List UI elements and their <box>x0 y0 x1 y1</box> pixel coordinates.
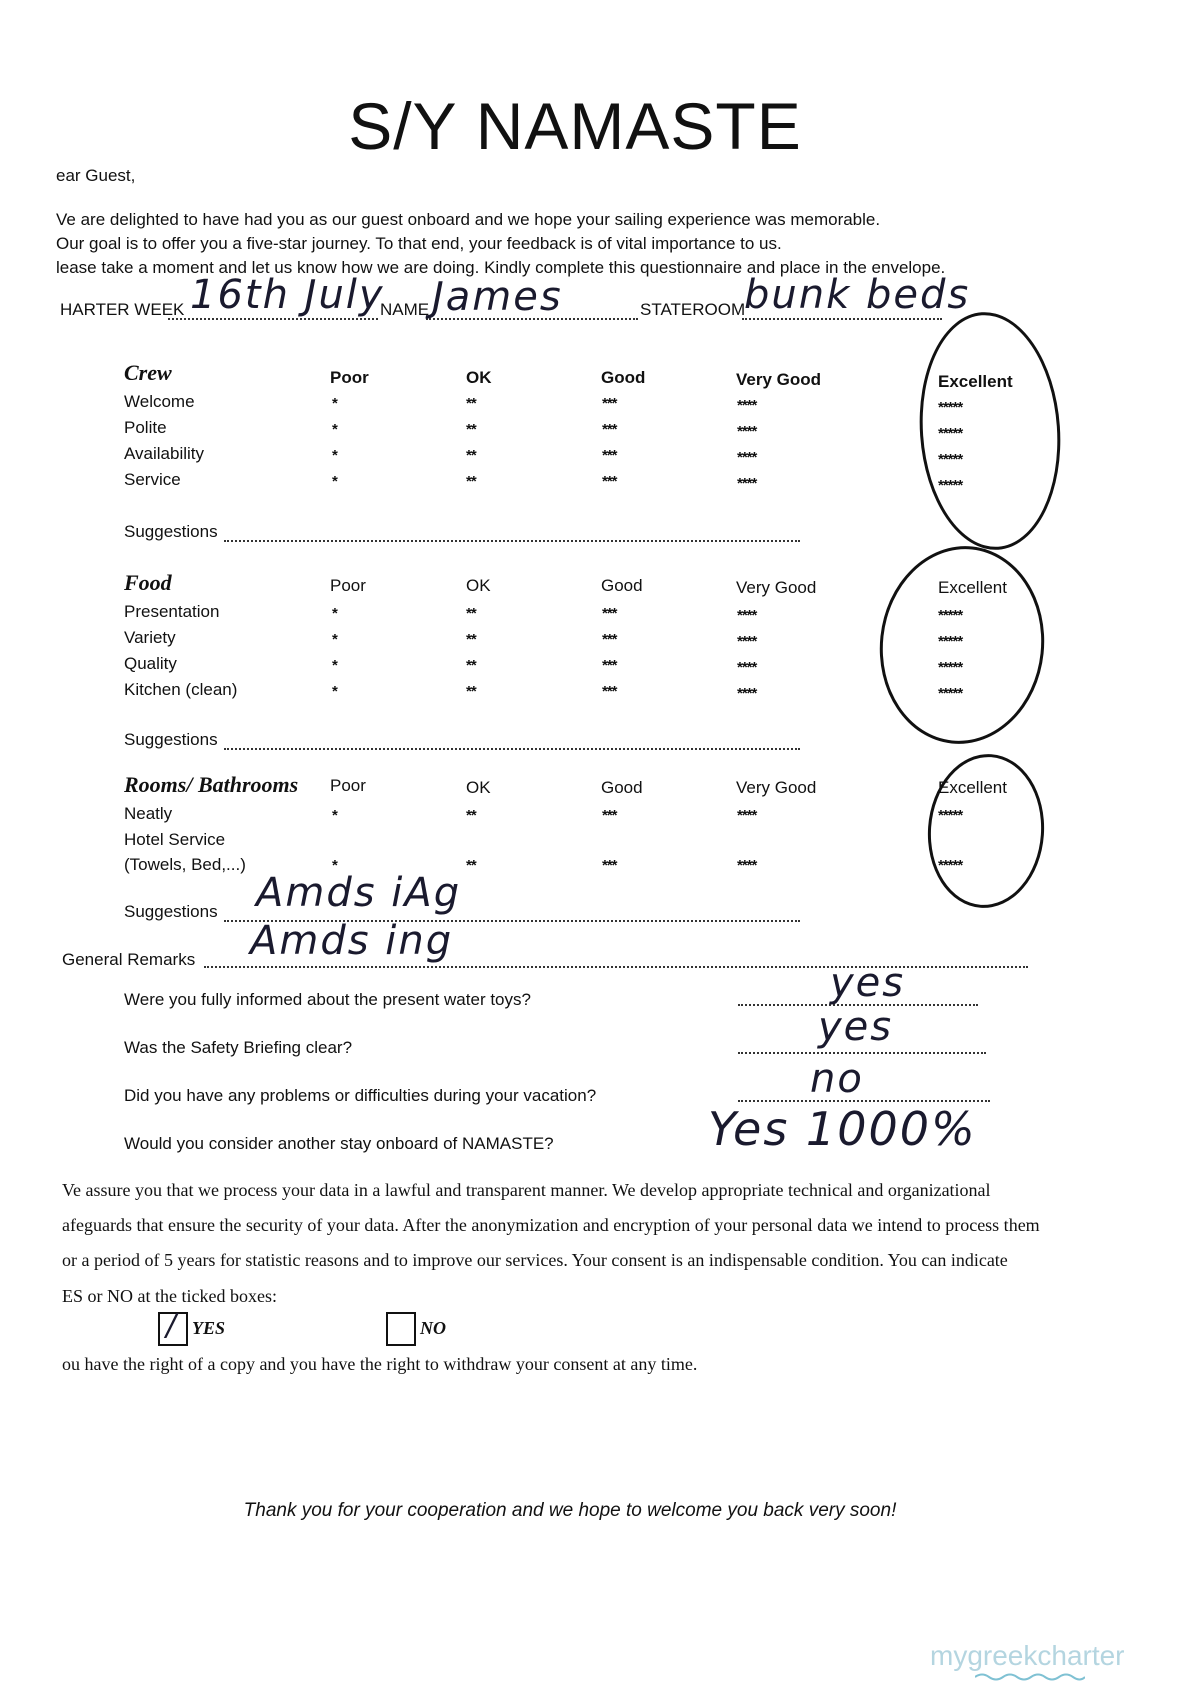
rooms-section-title: Rooms/ Bathrooms <box>124 772 299 797</box>
star-excellent[interactable]: ***** <box>938 477 963 494</box>
food-excellent-selection-circle <box>870 538 1054 752</box>
star-very-good[interactable]: **** <box>737 449 757 466</box>
crew-suggestions-label: Suggestions <box>124 522 218 541</box>
crew-header-ok: OK <box>466 368 492 387</box>
star-good[interactable]: *** <box>602 473 617 490</box>
star-ok[interactable]: ** <box>466 447 476 464</box>
greeting: ear Guest, <box>56 166 136 185</box>
star-very-good[interactable]: **** <box>737 633 757 650</box>
stateroom-line <box>742 318 942 320</box>
star-excellent[interactable]: ***** <box>938 607 963 624</box>
rooms-header-ok: OK <box>466 778 491 797</box>
star-very-good[interactable]: **** <box>737 685 757 702</box>
consent-rights: ou have the right of a copy and you have the right to withdraw your consent at any time. <box>62 1354 698 1374</box>
crew-item-polite: Polite <box>124 418 167 437</box>
star-good[interactable]: *** <box>602 447 617 464</box>
star-good[interactable]: *** <box>602 857 617 874</box>
star-good[interactable]: *** <box>602 605 617 622</box>
food-header-ok: OK <box>466 576 491 595</box>
document-title: S/Y NAMASTE <box>348 89 802 163</box>
star-ok[interactable]: ** <box>466 421 476 438</box>
star-very-good[interactable]: **** <box>737 659 757 676</box>
star-ok[interactable]: ** <box>466 807 476 824</box>
star-good[interactable]: *** <box>602 631 617 648</box>
intro-line-1: Ve are delighted to have had you as our guest onboard and we hope your sailing experience was memorable. <box>56 210 881 229</box>
star-poor[interactable]: * <box>332 657 337 674</box>
consent-line-3: or a period of 5 years for statistic reasons and to improve our services. Your consent is an indispensable condition. You can indicate <box>62 1250 1008 1270</box>
general-remarks-value[interactable]: Amds ing <box>250 918 454 964</box>
crew-section-title: Crew <box>124 360 172 385</box>
food-section-title: Food <box>124 570 172 595</box>
star-ok[interactable]: ** <box>466 605 476 622</box>
charter-week-label: HARTER WEEK <box>60 300 185 319</box>
consent-yes-label: YES <box>192 1318 226 1338</box>
general-remarks-label: General Remarks <box>62 950 196 969</box>
consent-line-1: Ve assure you that we process your data in a lawful and transparent manner. We develop appropriate technical and organizational <box>62 1180 991 1200</box>
crew-suggestions-line[interactable] <box>224 540 800 542</box>
rooms-suggestions-value[interactable]: Amds iAg <box>256 870 462 916</box>
watermark-wave-icon <box>975 1672 1085 1682</box>
star-good[interactable]: *** <box>602 421 617 438</box>
food-item-quality: Quality <box>124 654 177 673</box>
rooms-header-good: Good <box>601 778 643 797</box>
thank-you-note: Thank you for your cooperation and we hope to welcome you back very soon! <box>243 1500 897 1521</box>
star-poor[interactable]: * <box>332 631 337 648</box>
star-excellent[interactable]: ***** <box>938 633 963 650</box>
crew-excellent-selection-circle <box>912 307 1068 554</box>
answer-another-stay[interactable]: Yes 1000% <box>708 1102 977 1156</box>
name-value[interactable]: James <box>432 274 563 320</box>
question-water-toys: Were you fully informed about the present water toys? <box>124 990 531 1009</box>
charter-week-line <box>168 318 378 320</box>
consent-line-4: ES or NO at the ticked boxes: <box>62 1286 277 1306</box>
star-ok[interactable]: ** <box>466 683 476 700</box>
food-item-kitchen: Kitchen (clean) <box>124 680 238 699</box>
star-good[interactable]: *** <box>602 683 617 700</box>
star-poor[interactable]: * <box>332 683 337 700</box>
star-good[interactable]: *** <box>602 657 617 674</box>
star-poor[interactable]: * <box>332 395 337 412</box>
star-ok[interactable]: ** <box>466 473 476 490</box>
charter-week-value[interactable]: 16th July <box>190 272 385 318</box>
food-suggestions-line[interactable] <box>224 748 800 750</box>
name-label: NAME <box>380 300 430 319</box>
crew-header-excellent: Excellent <box>938 372 1013 391</box>
star-excellent[interactable]: ***** <box>938 857 963 874</box>
question-safety-briefing: Was the Safety Briefing clear? <box>124 1038 353 1057</box>
answer-line <box>738 1052 986 1054</box>
star-very-good[interactable]: **** <box>737 607 757 624</box>
star-ok[interactable]: ** <box>466 395 476 412</box>
rooms-header-poor: Poor <box>330 776 366 795</box>
crew-item-service: Service <box>124 470 181 489</box>
star-poor[interactable]: * <box>332 447 337 464</box>
star-good[interactable]: *** <box>602 395 617 412</box>
answer-water-toys[interactable]: yes <box>830 960 906 1006</box>
star-ok[interactable]: ** <box>466 857 476 874</box>
star-excellent[interactable]: ***** <box>938 807 963 824</box>
star-poor[interactable]: * <box>332 605 337 622</box>
intro-line-3: lease take a moment and let us know how we are doing. Kindly complete this questionnaire and place in the envelope. <box>56 258 946 277</box>
star-poor[interactable]: * <box>332 807 337 824</box>
star-very-good[interactable]: **** <box>737 807 757 824</box>
intro-line-2: Our goal is to offer you a five-star journey. To that end, your feedback is of vital importance to us. <box>56 234 782 253</box>
star-excellent[interactable]: ***** <box>938 425 963 442</box>
star-excellent[interactable]: ***** <box>938 451 963 468</box>
food-header-good: Good <box>601 576 643 595</box>
watermark-logo: mygreekcharter <box>930 1640 1125 1671</box>
crew-header-very-good: Very Good <box>736 370 822 389</box>
crew-item-availability: Availability <box>124 444 205 463</box>
star-excellent[interactable]: ***** <box>938 399 963 416</box>
rooms-item-hotel-service: Hotel Service <box>124 830 226 849</box>
rooms-item-neatly: Neatly <box>124 804 173 823</box>
crew-header-good: Good <box>601 368 646 387</box>
question-problems: Did you have any problems or difficulties during your vacation? <box>124 1086 597 1105</box>
star-very-good[interactable]: **** <box>737 857 757 874</box>
consent-line-2: afeguards that ensure the security of your data. After the anonymization and encryption of your personal data we intend to process them <box>62 1215 1040 1235</box>
food-header-poor: Poor <box>330 576 366 595</box>
crew-item-welcome: Welcome <box>124 392 195 411</box>
rooms-header-very-good: Very Good <box>736 778 817 797</box>
rooms-header-excellent: Excellent <box>938 778 1007 797</box>
consent-yes-checkbox[interactable] <box>158 1308 188 1346</box>
star-poor[interactable]: * <box>332 857 337 874</box>
star-poor[interactable]: * <box>332 473 337 490</box>
rooms-suggestions-label: Suggestions <box>124 902 218 921</box>
check-mark-icon: / <box>166 1308 179 1343</box>
food-header-excellent: Excellent <box>938 578 1007 597</box>
consent-no-label: NO <box>420 1318 446 1338</box>
food-suggestions-label: Suggestions <box>124 730 218 749</box>
answer-problems[interactable]: no <box>810 1056 864 1102</box>
star-excellent[interactable]: ***** <box>938 659 963 676</box>
star-good[interactable]: *** <box>602 807 617 824</box>
food-item-presentation: Presentation <box>124 602 220 621</box>
star-very-good[interactable]: **** <box>737 397 757 414</box>
stateroom-value[interactable]: bunk beds <box>744 272 971 318</box>
star-ok[interactable]: ** <box>466 657 476 674</box>
crew-header-poor: Poor <box>330 368 369 387</box>
rooms-excellent-selection-circle <box>923 750 1049 912</box>
star-very-good[interactable]: **** <box>737 475 757 492</box>
answer-safety-briefing[interactable]: yes <box>818 1004 894 1050</box>
question-another-stay: Would you consider another stay onboard of NAMASTE? <box>124 1134 554 1153</box>
food-header-very-good: Very Good <box>736 578 817 597</box>
star-excellent[interactable]: ***** <box>938 685 963 702</box>
rooms-item-towels: (Towels, Bed,...) <box>124 855 246 874</box>
stateroom-label: STATEROOM <box>640 300 746 319</box>
star-poor[interactable]: * <box>332 421 337 438</box>
consent-no-checkbox[interactable] <box>386 1312 416 1346</box>
star-ok[interactable]: ** <box>466 631 476 648</box>
food-item-variety: Variety <box>124 628 176 647</box>
star-very-good[interactable]: **** <box>737 423 757 440</box>
